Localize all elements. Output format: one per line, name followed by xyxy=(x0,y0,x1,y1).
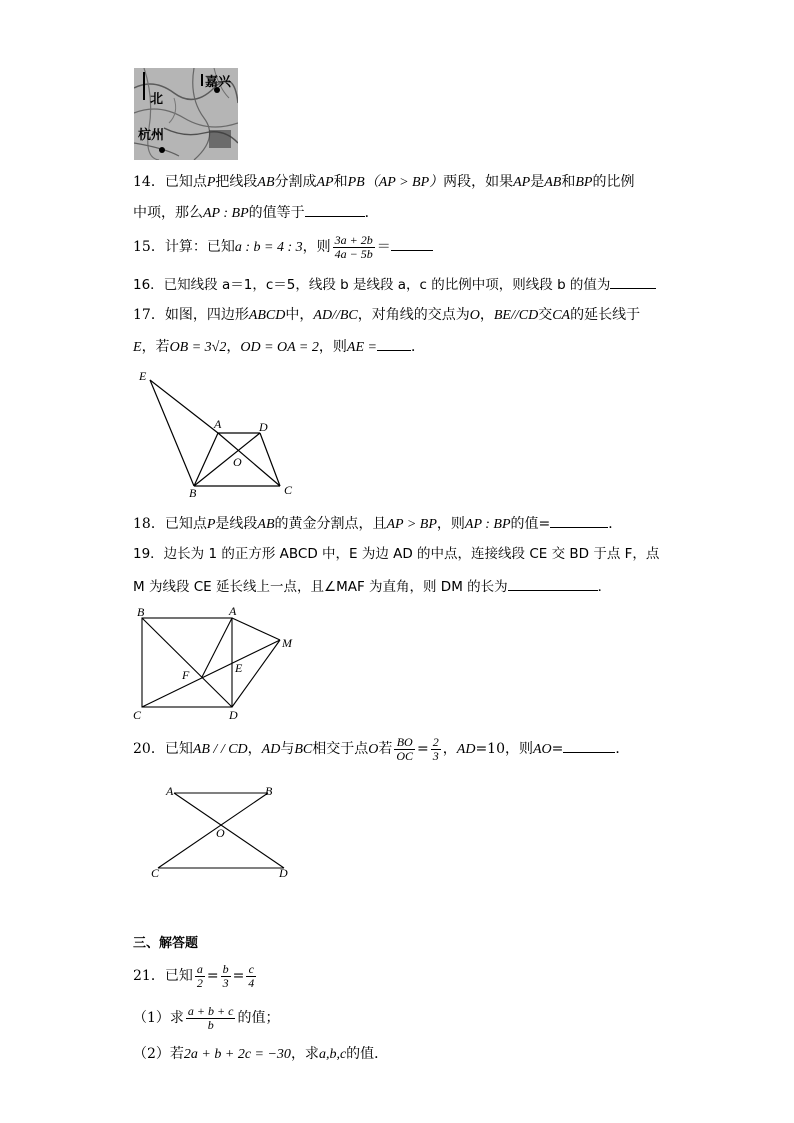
fig20-label-c: C xyxy=(151,866,160,880)
fig17-label-d: D xyxy=(259,420,268,434)
fraction-abc-b: $\frac{a + b + c}{b}$ xyxy=(187,1003,234,1032)
fig17-label-a: A xyxy=(214,417,222,431)
answer-blank-15[interactable] xyxy=(391,236,433,251)
fig19-label-b: B xyxy=(137,605,145,619)
fig17-label-c: C xyxy=(284,483,293,497)
answer-blank-14[interactable] xyxy=(305,202,365,217)
fig19-label-c: C xyxy=(133,708,142,722)
question-16: 16．已知线段 a＝1，c＝5，线段 b 是线段 a，c 的比例中项，则线段 b 的值为 xyxy=(133,274,656,295)
answer-blank-16[interactable] xyxy=(610,274,656,289)
fig19-label-a: A xyxy=(229,604,237,618)
fig19-label-d: D xyxy=(229,708,238,722)
question-21: 21．已知 $\frac{a}{2}$ = $\frac{b}{3}$ = $\frac{c}{4}$ xyxy=(133,961,255,990)
answer-blank-17[interactable] xyxy=(377,336,411,351)
map-city-hangzhou: 杭州 xyxy=(138,128,165,143)
question-15: 15．计算：已知a : b = 4 : 3，则 $\frac{3a + 2b}{4a - 5b}$ ＝ xyxy=(133,232,433,263)
fig20-label-b: B xyxy=(265,784,273,798)
fig20-label-a: A xyxy=(166,784,174,798)
fig17-label-b: B xyxy=(189,486,197,500)
question-18: 18．已知点P是线段AB的黄金分割点，且AP > BP，则AP : BP的值= ． xyxy=(133,513,622,535)
map-city-jiaxing: 嘉兴 xyxy=(205,75,232,90)
fig17-label-o: O xyxy=(233,455,242,469)
answer-blank-18[interactable] xyxy=(550,513,608,528)
section-title: 三、解答题 xyxy=(133,936,199,951)
question-19-line-2: M 为线段 CE 延长线上一点，且∠MAF 为直角，则 DM 的长为 ． xyxy=(133,576,611,597)
fraction-15: $\frac{3a + 2b}{4a - 5b}$ xyxy=(334,232,373,261)
question-21-part-2: （2）若2a + b + 2c = −30，求a,b,c的值． xyxy=(133,1046,389,1062)
question-14-line-1: 14．已知点P把线段AB分割成AP和PB（AP > BP）两段，如果AP是AB和BP的比例 xyxy=(133,174,635,190)
fig19-label-m: M xyxy=(282,636,292,650)
answer-blank-19[interactable] xyxy=(508,576,598,591)
fig20-label-d: D xyxy=(279,866,288,880)
figure-19-diagram xyxy=(130,605,300,715)
fig19-label-f: F xyxy=(182,668,190,682)
fraction-c-4: $\frac{c}{4}$ xyxy=(248,961,255,990)
map-image xyxy=(134,68,238,160)
fig19-label-e: E xyxy=(235,661,243,675)
fraction-20-2-3: $\frac{2}{3}$ xyxy=(432,734,439,763)
question-17-line-2: E，若OB = 3√2，OD = OA = 2，则AE = ． xyxy=(133,336,425,358)
figure-17-diagram xyxy=(130,368,300,500)
fraction-b-3: $\frac{b}{3}$ xyxy=(222,961,229,990)
question-19-line-1: 19．边长为 1 的正方形 ABCD 中，E 为边 AD 的中点，连接线段 CE 交 BD 于点 F，点 xyxy=(133,546,660,562)
question-21-part-1: （1）求 $\frac{a + b + c}{b}$ 的值； xyxy=(133,1003,280,1032)
fraction-20-bo-oc: $\frac{BO}{OC}$ xyxy=(396,734,414,763)
question-14-line-2: 中项，那么AP : BP的值等于 ． xyxy=(133,202,379,224)
question-17-line-1: 17．如图，四边形ABCD中，AD//BC，对角线的交点为O，BE//CD交CA的延长线于 xyxy=(133,307,641,323)
map-north-label: 北 xyxy=(150,92,164,107)
fig17-label-e: E xyxy=(139,369,147,383)
answer-blank-20[interactable] xyxy=(563,738,615,753)
fraction-a-2: $\frac{a}{2}$ xyxy=(196,961,203,990)
fig20-label-o: O xyxy=(216,826,225,840)
question-20: 20．已知AB / / CD，AD与BC相交于点O若 $\frac{BO}{OC}$ = $\frac{2}{3}$ ，AD=10，则AO= ． xyxy=(133,734,630,763)
